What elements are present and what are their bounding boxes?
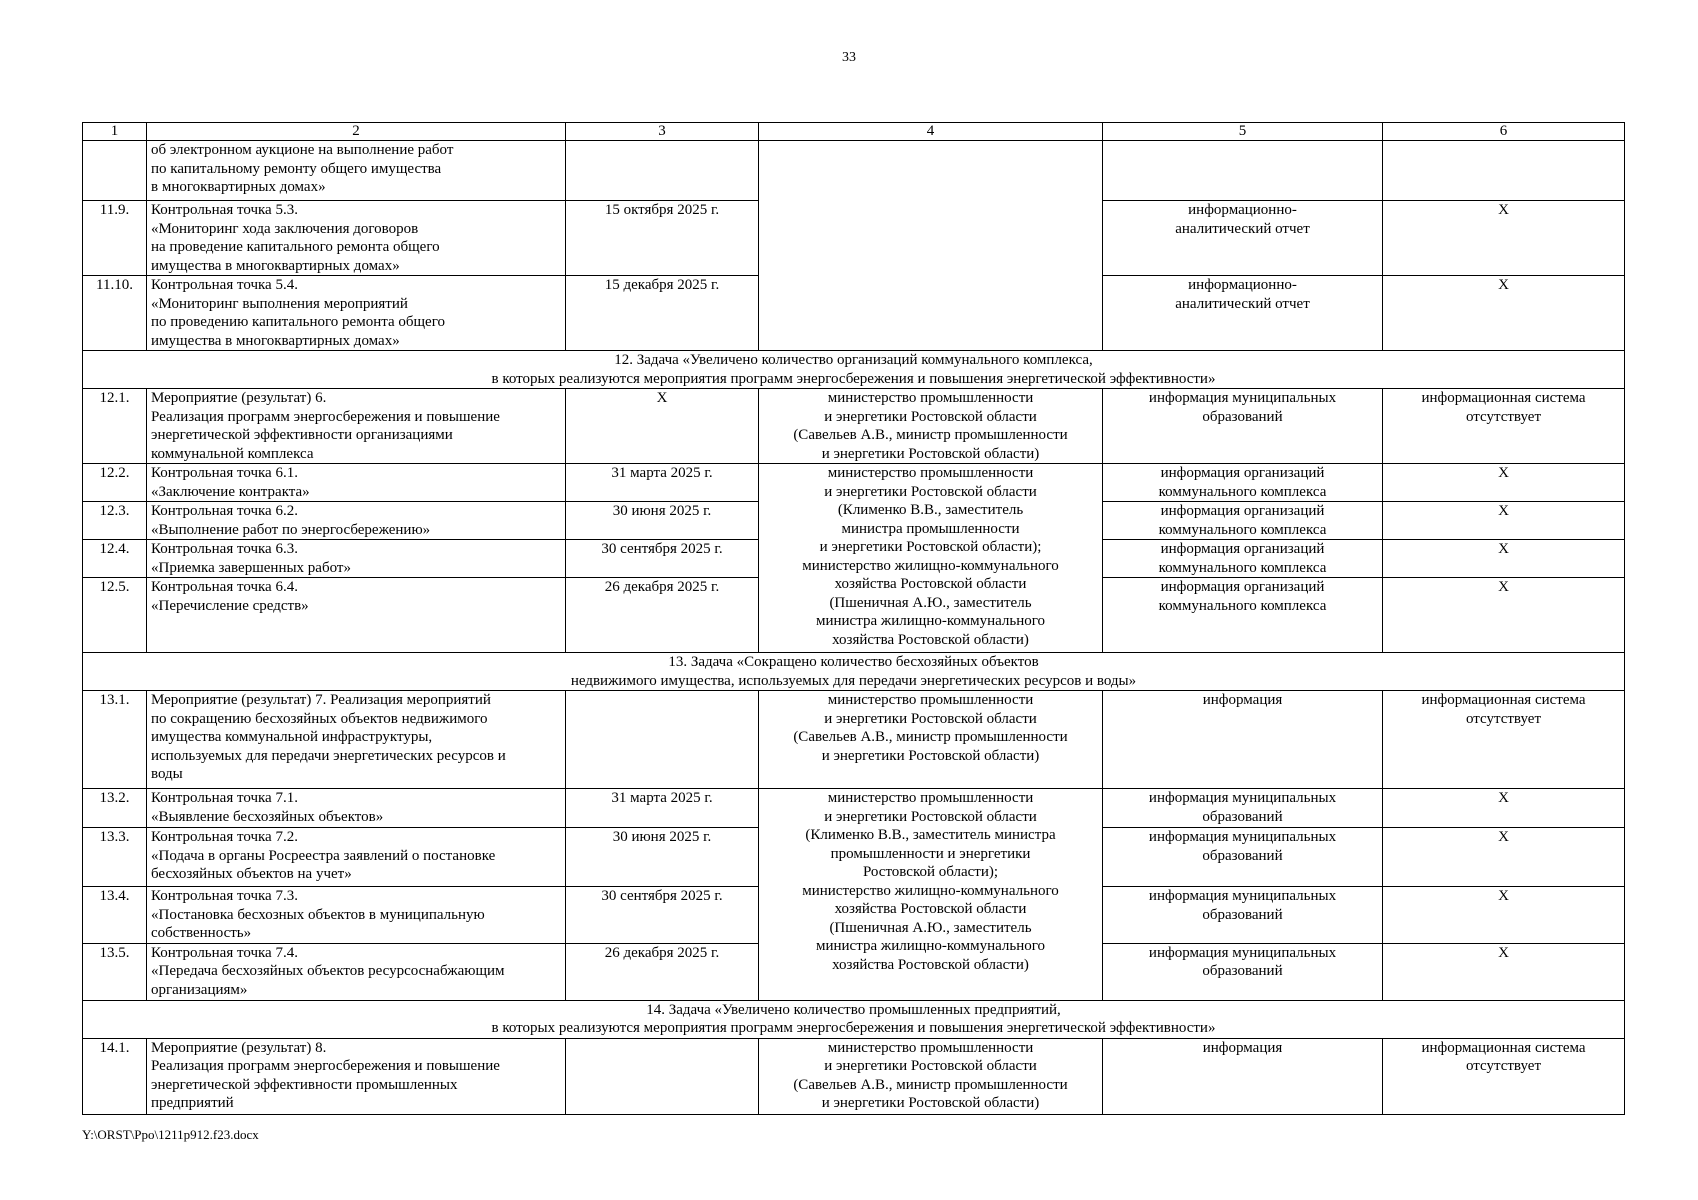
file-path-footer: Y:\ORST\Ppo\1211p912.f23.docx <box>82 1127 259 1142</box>
table-row <box>83 464 1625 502</box>
row-responsible: министерство промышленности и энергетики Ростовской области (Савельев А.В., министр промышленности и энергетики Ростовской области) <box>759 691 1103 789</box>
row-date: 26 декабря 2025 г. <box>566 578 759 653</box>
row-name: Мероприятие (результат) 8. Реализация программ энергосбережения и повышение энергетической эффективности промышленных предприятий <box>147 1038 566 1114</box>
row-responsible <box>759 141 1103 351</box>
row-document: информация муниципальных образований <box>1103 828 1383 887</box>
row-responsible: министерство промышленности и энергетики Ростовской области (Клименко В.В., заместитель министра промышленности и энергетики Ростовской области); министерство жилищно-коммунального хозяйства Ростовской области (Пшеничная А.Ю., заместитель министра жилищно-коммунального хозяйства Ростовской области) <box>759 464 1103 653</box>
row-name: Контрольная точка 6.4. «Перечисление средств» <box>147 578 566 653</box>
row-number: 13.1. <box>83 691 147 789</box>
row-number: 11.10. <box>83 276 147 351</box>
row-document: информационно- аналитический отчет <box>1103 201 1383 276</box>
column-number: 2 <box>147 123 566 141</box>
column-number: 6 <box>1383 123 1625 141</box>
row-number: 12.4. <box>83 540 147 578</box>
row-date: 30 июня 2025 г. <box>566 502 759 540</box>
row-information-system: X <box>1383 943 1625 1000</box>
row-information-system: информационная система отсутствует <box>1383 1038 1625 1114</box>
row-number: 11.9. <box>83 201 147 276</box>
table-row <box>83 1038 1625 1114</box>
task-heading: 12. Задача «Увеличено количество организаций коммунального комплекса, в которых реализуются мероприятия программ энергосбережения и повышения энергетической эффективности» <box>83 351 1625 389</box>
row-name: Контрольная точка 7.3. «Постановка бесхозных объектов в муниципальную собственность» <box>147 887 566 944</box>
row-document: информация <box>1103 1038 1383 1114</box>
row-name: Контрольная точка 7.1. «Выявление бесхозяйных объектов» <box>147 789 566 828</box>
page-number: 33 <box>842 50 856 65</box>
row-document: информация муниципальных образований <box>1103 943 1383 1000</box>
row-responsible: министерство промышленности и энергетики Ростовской области (Савельев А.В., министр промышленности и энергетики Ростовской области) <box>759 1038 1103 1114</box>
row-information-system: X <box>1383 464 1625 502</box>
row-information-system: X <box>1383 828 1625 887</box>
row-document: информация организаций коммунального комплекса <box>1103 464 1383 502</box>
row-name: Контрольная точка 7.4. «Передача бесхозяйных объектов ресурсоснабжающим организациям» <box>147 943 566 1000</box>
row-date: 30 июня 2025 г. <box>566 828 759 887</box>
row-information-system: X <box>1383 887 1625 944</box>
column-number: 3 <box>566 123 759 141</box>
row-date <box>566 141 759 201</box>
row-name: Мероприятие (результат) 7. Реализация мероприятий по сокращению бесхозяйных объектов недвижимого имущества коммунальной инфраструктуры, используемых для передачи энергетических ресурсов и воды <box>147 691 566 789</box>
row-date <box>566 1038 759 1114</box>
row-date <box>566 691 759 789</box>
row-information-system <box>1383 141 1625 201</box>
table-row <box>83 141 1625 201</box>
row-information-system: X <box>1383 201 1625 276</box>
row-date: 15 октября 2025 г. <box>566 201 759 276</box>
task-row <box>83 351 1625 389</box>
row-name: Контрольная точка 5.3. «Мониторинг хода заключения договоров на проведение капитального ремонта общего имущества в многоквартирных домах» <box>147 201 566 276</box>
row-responsible: министерство промышленности и энергетики Ростовской области (Савельев А.В., министр промышленности и энергетики Ростовской области) <box>759 389 1103 464</box>
row-number: 13.5. <box>83 943 147 1000</box>
row-document: информация муниципальных образований <box>1103 789 1383 828</box>
row-document: информация организаций коммунального комплекса <box>1103 502 1383 540</box>
row-name: Контрольная точка 5.4. «Мониторинг выполнения мероприятий по проведению капитального ремонта общего имущества в многоквартирных домах» <box>147 276 566 351</box>
row-date: 31 марта 2025 г. <box>566 789 759 828</box>
row-information-system: X <box>1383 276 1625 351</box>
table-row <box>83 389 1625 464</box>
row-number: 12.5. <box>83 578 147 653</box>
table-row <box>83 691 1625 789</box>
row-information-system: X <box>1383 789 1625 828</box>
row-information-system: информационная система отсутствует <box>1383 691 1625 789</box>
table-row <box>83 789 1625 828</box>
column-number-row <box>83 123 1625 141</box>
row-document: информация организаций коммунального комплекса <box>1103 540 1383 578</box>
column-number: 1 <box>83 123 147 141</box>
row-name: Контрольная точка 7.2. «Подача в органы Росреестра заявлений о постановке бесхозяйных объектов на учет» <box>147 828 566 887</box>
row-document: информационно- аналитический отчет <box>1103 276 1383 351</box>
row-date: X <box>566 389 759 464</box>
task-row <box>83 653 1625 691</box>
row-number: 13.2. <box>83 789 147 828</box>
row-document: информация муниципальных образований <box>1103 887 1383 944</box>
row-date: 30 сентября 2025 г. <box>566 887 759 944</box>
row-name: Контрольная точка 6.3. «Приемка завершенных работ» <box>147 540 566 578</box>
row-name: об электронном аукционе на выполнение работ по капитальному ремонту общего имущества в многоквартирных домах» <box>147 141 566 201</box>
row-name: Мероприятие (результат) 6. Реализация программ энергосбережения и повышение энергетической эффективности организациями коммунальной комплекса <box>147 389 566 464</box>
row-information-system: информационная система отсутствует <box>1383 389 1625 464</box>
plan-table <box>82 122 1625 1115</box>
row-number: 12.2. <box>83 464 147 502</box>
column-number: 5 <box>1103 123 1383 141</box>
row-information-system: X <box>1383 540 1625 578</box>
task-row <box>83 1000 1625 1038</box>
row-number <box>83 141 147 201</box>
row-information-system: X <box>1383 502 1625 540</box>
row-number: 14.1. <box>83 1038 147 1114</box>
row-name: Контрольная точка 6.1. «Заключение контракта» <box>147 464 566 502</box>
row-information-system: X <box>1383 578 1625 653</box>
row-number: 13.4. <box>83 887 147 944</box>
row-document: информация <box>1103 691 1383 789</box>
row-number: 13.3. <box>83 828 147 887</box>
row-document: информация организаций коммунального комплекса <box>1103 578 1383 653</box>
row-date: 30 сентября 2025 г. <box>566 540 759 578</box>
task-heading: 13. Задача «Сокращено количество бесхозяйных объектов недвижимого имущества, используемых для передачи энергетических ресурсов и воды» <box>83 653 1625 691</box>
row-date: 31 марта 2025 г. <box>566 464 759 502</box>
row-date: 26 декабря 2025 г. <box>566 943 759 1000</box>
row-number: 12.1. <box>83 389 147 464</box>
row-date: 15 декабря 2025 г. <box>566 276 759 351</box>
row-name: Контрольная точка 6.2. «Выполнение работ по энергосбережению» <box>147 502 566 540</box>
row-number: 12.3. <box>83 502 147 540</box>
row-responsible: министерство промышленности и энергетики Ростовской области (Клименко В.В., заместитель министра промышленности и энергетики Ростовской области); министерство жилищно-коммунального хозяйства Ростовской области (Пшеничная А.Ю., заместитель министра жилищно-коммунального хозяйства Ростовской области) <box>759 789 1103 1001</box>
row-document: информация муниципальных образований <box>1103 389 1383 464</box>
column-number: 4 <box>759 123 1103 141</box>
row-document <box>1103 141 1383 201</box>
task-heading: 14. Задача «Увеличено количество промышленных предприятий, в которых реализуются мероприятия программ энергосбережения и повышения энергетической эффективности» <box>83 1000 1625 1038</box>
